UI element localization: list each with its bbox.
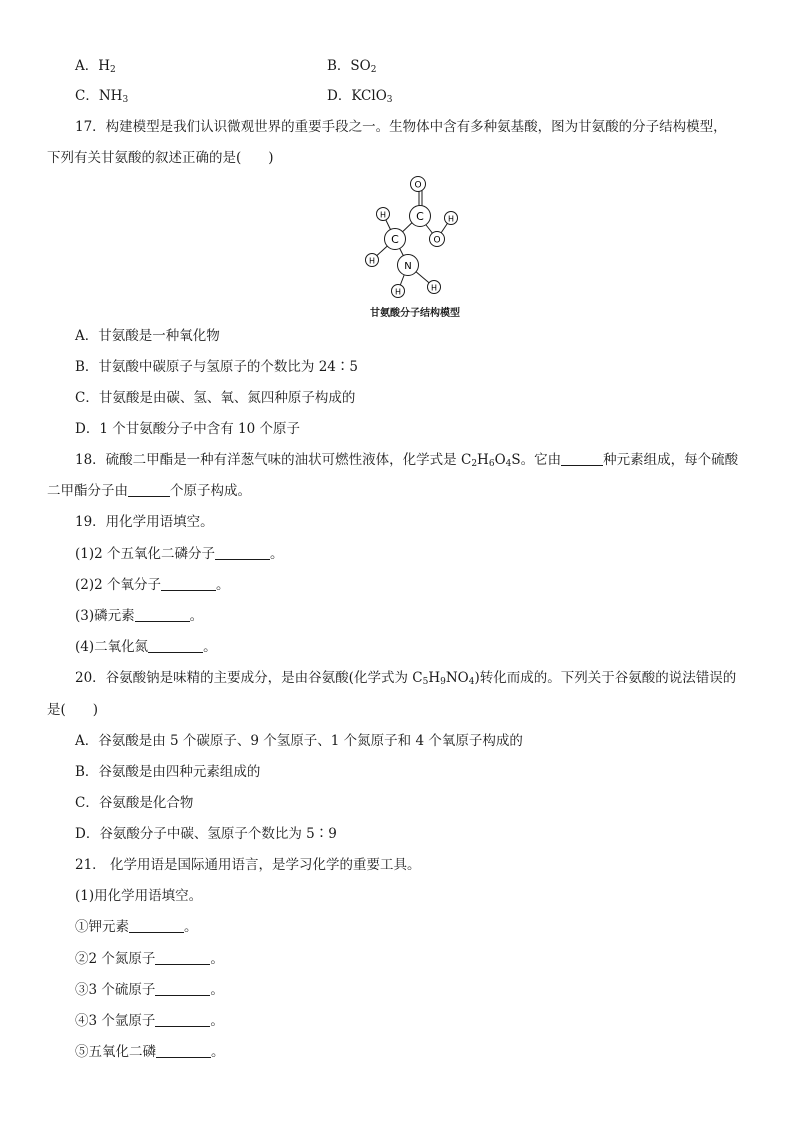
q21-sub: (1)用化学用语填空。 xyxy=(75,888,203,904)
svg-text:O: O xyxy=(433,235,441,246)
q19-stem: 19．用化学用语填空。 xyxy=(75,514,214,530)
atom-h-left xyxy=(366,254,379,267)
q21-item-3: ③3 个硫原子 。 xyxy=(75,982,224,998)
q20-option-d: D．谷氨酸分子中碳、氢原子个数比为 5∶9 xyxy=(75,826,337,842)
q21-item-2: ②2 个氮原子 。 xyxy=(75,951,224,967)
q17-stem-line2: 下列有关甘氨酸的叙述正确的是( ) xyxy=(47,150,274,166)
q17-option-b: B．甘氨酸中碳原子与氢原子的个数比为 24∶5 xyxy=(75,359,358,375)
svg-text:O: O xyxy=(414,180,422,191)
q17-option-d: D．1 个甘氨酸分子中含有 10 个原子 xyxy=(75,421,300,437)
atom-h-n-right xyxy=(428,281,441,294)
svg-text:C: C xyxy=(391,233,399,246)
svg-text:C: C xyxy=(416,210,424,223)
q18-blank-2[interactable] xyxy=(128,483,170,497)
q20-option-a: A．谷氨酸是由 5 个碳原子、9 个氢原子、1 个氮原子和 4 个氧原子构成的 xyxy=(75,733,523,749)
atom-o-hydroxyl xyxy=(430,232,445,247)
q19-blank-4[interactable] xyxy=(148,639,203,653)
svg-text:H: H xyxy=(379,210,387,220)
glycine-molecule-diagram xyxy=(355,172,475,322)
q21-blank-1[interactable] xyxy=(129,919,184,933)
q16-option-d: D．KClO$_3$ xyxy=(327,88,393,105)
q17-option-a: A．甘氨酸是一种氧化物 xyxy=(75,328,220,344)
q20-option-c: C．谷氨酸是化合物 xyxy=(75,795,194,811)
q21-blank-2[interactable] xyxy=(155,951,210,965)
q18-line2: 二甲酯分子由 个原子构成。 xyxy=(47,483,251,499)
q19-item-3: (3)磷元素 。 xyxy=(75,608,204,624)
q20-line1: 20．谷氨酸钠是味精的主要成分，是由谷氨酸(化学式为 $C_5H_9NO_4$)转化而成的。下列关于谷氨酸的说法错误的 xyxy=(75,670,737,687)
atom-c-alpha xyxy=(385,229,406,250)
atom-h-n-left xyxy=(392,285,405,298)
q19-item-1: (1)2 个五氧化二磷分子 。 xyxy=(75,546,284,562)
q16-option-a: A．$H_2$ xyxy=(75,58,116,75)
svg-text:N: N xyxy=(404,261,412,272)
q19-blank-3[interactable] xyxy=(135,608,190,622)
q21-blank-5[interactable] xyxy=(156,1044,211,1058)
svg-text:H: H xyxy=(394,287,402,297)
q21-item-4: ④3 个氩原子 。 xyxy=(75,1013,224,1029)
figure-caption: 甘氨酸分子结构模型 xyxy=(370,308,460,319)
atom-o-top xyxy=(411,177,426,192)
q21-stem: 21． 化学用语是国际通用语言，是学习化学的重要工具。 xyxy=(75,857,421,873)
svg-text:H: H xyxy=(430,283,438,293)
q18-line1: 18．硫酸二甲酯是一种有洋葱气味的油状可燃性液体，化学式是 $C_2H_6O_4S$。它由 种元素组成，每个硫酸 xyxy=(75,452,739,469)
q19-blank-1[interactable] xyxy=(215,546,270,560)
svg-text:H: H xyxy=(368,256,376,266)
q19-blank-2[interactable] xyxy=(161,577,216,591)
q20-line2: 是( ) xyxy=(47,702,99,718)
q16-option-c: C．$NH_3$ xyxy=(75,88,129,105)
atom-n xyxy=(398,255,419,276)
q19-item-2: (2)2 个氧分子 。 xyxy=(75,577,230,593)
q21-item-5: ⑤五氧化二磷 。 xyxy=(75,1044,225,1060)
atom-h-hydroxyl xyxy=(445,212,458,225)
q20-option-b: B．谷氨酸是由四种元素组成的 xyxy=(75,764,261,780)
q21-blank-4[interactable] xyxy=(155,1013,210,1027)
atom-c-carboxyl xyxy=(410,206,431,227)
q16-option-b: B．$SO_2$ xyxy=(327,58,377,75)
q19-item-4: (4)二氧化氮 。 xyxy=(75,639,217,655)
q21-item-1: ①钾元素 。 xyxy=(75,919,198,935)
svg-text:H: H xyxy=(447,214,455,224)
q18-blank-1[interactable] xyxy=(561,452,603,466)
atom-h-upper-left xyxy=(377,208,390,221)
q17-stem-line1: 17．构建模型是我们认识微观世界的重要手段之一。生物体中含有多种氨基酸，图为甘氨酸的分子结构模型， xyxy=(75,119,727,135)
q17-option-c: C．甘氨酸是由碳、氢、氧、氮四种原子构成的 xyxy=(75,390,356,406)
q21-blank-3[interactable] xyxy=(155,982,210,996)
